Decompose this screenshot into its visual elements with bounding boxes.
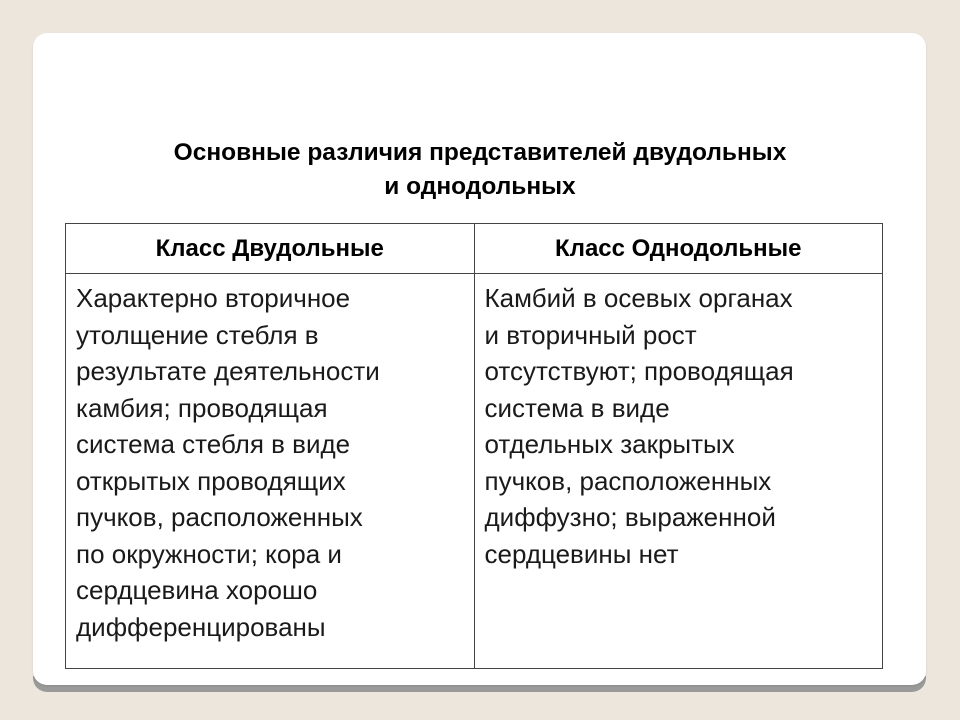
slide-title-line-1: Основные различия представителей двудольных <box>173 139 787 166</box>
slide-title <box>0 136 960 204</box>
table-header-row <box>66 224 883 274</box>
cell-dicots-description: Характерно вторичное утолщение стебля в результате деятельности камбия; проводящая система стебля в виде открытых проводящих пучков, расположенных по окружности; кора и сердцевина хорошо дифференцированы <box>66 274 475 669</box>
header-dicots: Класс Двудольные <box>66 224 475 274</box>
comparison-table <box>65 223 883 669</box>
header-monocots: Класс Однодольные <box>474 224 883 274</box>
table-row <box>66 274 883 669</box>
cell-monocots-description: Камбий в осевых органах и вторичный рост отсутствуют; проводящая система в виде отдельных закрытых пучков, расположенных диффузно; выраженной сердцевины нет <box>474 274 883 669</box>
slide-title-line-2: и однодольных <box>384 173 576 200</box>
